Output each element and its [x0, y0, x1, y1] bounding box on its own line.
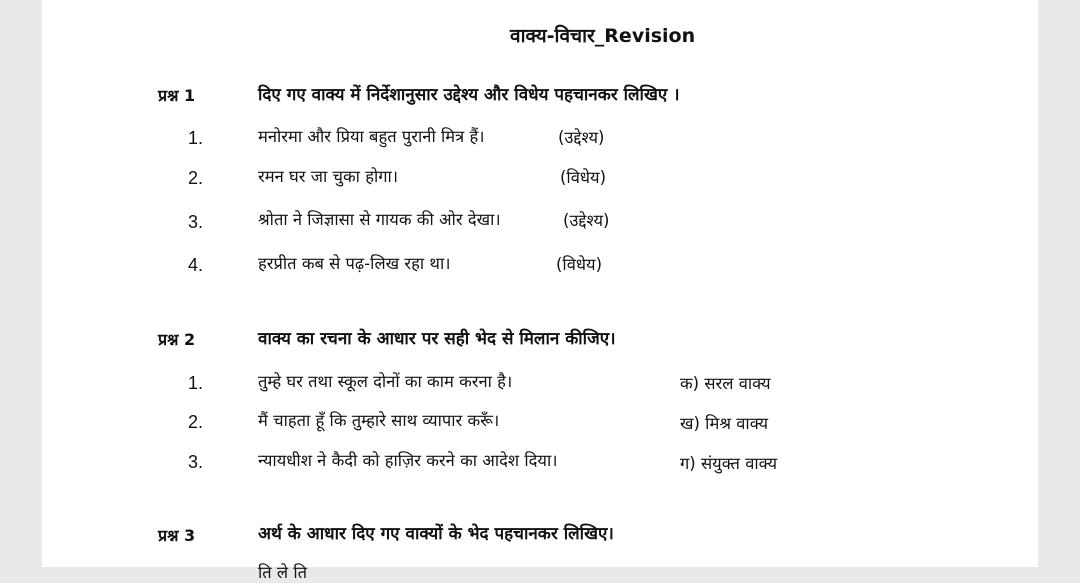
q2-option-b: ख) मिश्र वाक्य	[680, 414, 769, 433]
question-2-label: प्रश्न 2	[158, 330, 196, 349]
document-title: वाक्य-विचार_Revision	[510, 25, 696, 47]
question-1-label: प्रश्न 1	[158, 86, 196, 105]
question-3-text: अर्थ के आधार दिए गए वाक्यों के भेद पहचानकर लिखिए।	[258, 524, 614, 544]
q1-item-1-tag: (उद्देश्य)	[558, 128, 605, 147]
q2-item-1-number: 1.	[188, 373, 204, 393]
q2-item-3-number: 3.	[188, 452, 204, 472]
q1-item-2-number: 2.	[188, 168, 204, 188]
q2-option-c: ग) संयुक्त वाक्य	[680, 454, 778, 473]
q2-item-1-sentence: तुम्हे घर तथा स्कूल दोनों का काम करना है।	[258, 372, 513, 391]
question-3-label: प्रश्न 3	[158, 526, 196, 545]
question-1-text: दिए गए वाक्य में निर्देशानुसार उद्देश्य और विधेय पहचानकर लिखिए ।	[258, 85, 680, 105]
q1-item-3-sentence: श्रोता ने जिज्ञासा से गायक की ओर देखा।	[258, 210, 501, 229]
q1-item-1-sentence: मनोरमा और प्रिया बहुत पुरानी मित्र हैं।	[258, 127, 485, 146]
q2-item-2-sentence: मैं चाहता हूँ कि तुम्हारे साथ व्यापार करूँ।	[258, 411, 500, 430]
question-2-text: वाक्य का रचना के आधार पर सही भेद से मिलान कीजिए।	[258, 329, 616, 349]
q1-item-2-sentence: रमन घर जा चुका होगा।	[258, 167, 399, 186]
q1-item-1-number: 1.	[188, 128, 204, 148]
q1-item-3-tag: (उद्देश्य)	[563, 211, 610, 230]
q1-item-3-number: 3.	[188, 212, 204, 232]
q2-option-a: क) सरल वाक्य	[680, 374, 771, 393]
q1-item-4-sentence: हरप्रीत कब से पढ़-लिख रहा था।	[258, 254, 451, 273]
q1-item-4-number: 4.	[188, 255, 204, 275]
q1-item-2-tag: (विधेय)	[560, 168, 607, 187]
q2-item-3-sentence: न्यायधीश ने कैदी को हाज़िर करने का आदेश दिया।	[258, 451, 558, 470]
document-page	[42, 0, 1038, 582]
q3-partial-line: ति ले ति	[258, 563, 308, 582]
q2-item-2-number: 2.	[188, 412, 204, 432]
q1-item-4-tag: (विधेय)	[556, 255, 603, 274]
